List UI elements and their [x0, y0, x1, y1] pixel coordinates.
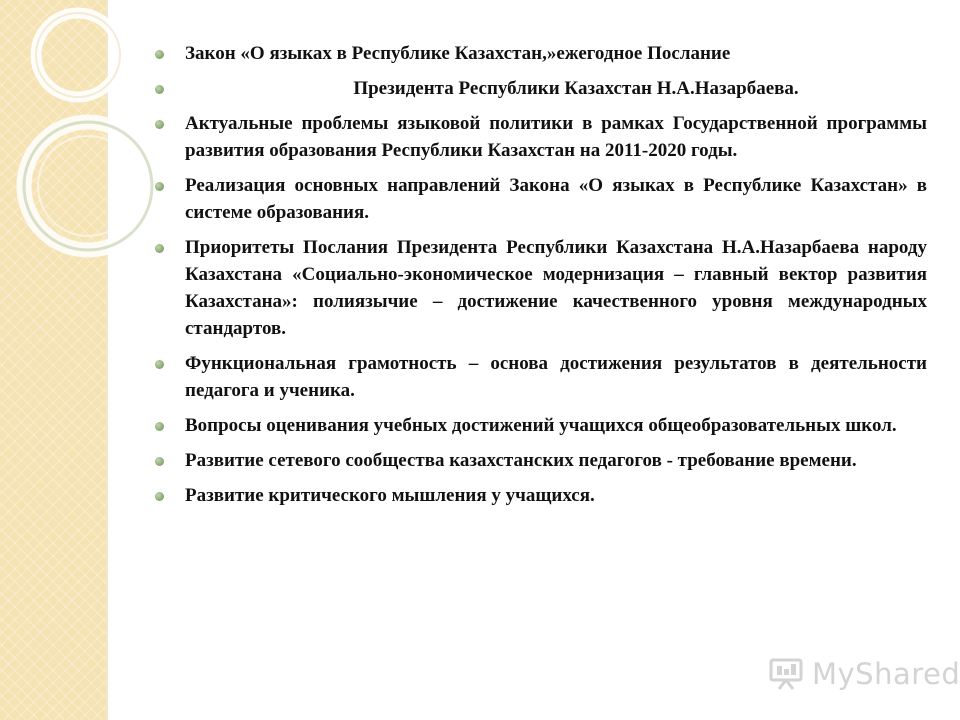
bullet-dot-icon: [155, 182, 164, 191]
bullet-dot-icon: [155, 492, 164, 501]
bullet-text: Закон «О языках в Республике Казахстан,»ежегодное Послание: [185, 43, 731, 64]
presentation-board-icon: [768, 657, 804, 691]
bullet-text: Президента Республики Казахстан Н.А.Назарбаева.: [353, 78, 799, 99]
bullet-dot-icon: [155, 244, 164, 253]
bullet-item: [152, 234, 927, 342]
watermark-text: MyShared: [812, 657, 960, 691]
bullet-text: Развитие сетевого сообщества казахстанских педагогов - требование времени.: [185, 450, 857, 471]
bullet-item: [152, 172, 927, 226]
slide-content: [152, 40, 927, 517]
bullet-text: Актуальные проблемы языковой политики в рамках Государственной программы развития образования Республики Казахстан на 2011-2020 годы.: [185, 113, 927, 161]
bullet-dot-icon: [155, 85, 164, 94]
bullet-dot-icon: [155, 360, 164, 369]
bullet-item: [152, 75, 927, 102]
bullet-item: [152, 482, 927, 509]
bullet-text: Приоритеты Послания Президента Республики Казахстана Н.А.Назарбаева народу Казахстана «Социально-экономическое модернизация – главный вектор развития Казахстана»: полиязычие – достижение качественного уровня международных стандартов.: [185, 237, 927, 339]
bullet-dot-icon: [155, 422, 164, 431]
bullet-dot-icon: [155, 50, 164, 59]
bullet-dot-icon: [155, 120, 164, 129]
bullet-item: [152, 447, 927, 474]
bullet-dot-icon: [155, 457, 164, 466]
bullet-item: [152, 40, 927, 67]
watermark: [768, 656, 960, 692]
bullet-text: Функциональная грамотность – основа достижения результатов в деятельности педагога и ученика.: [185, 353, 927, 401]
bullet-list: [152, 40, 927, 509]
bullet-item: [152, 412, 927, 439]
bullet-text: Развитие критического мышления у учащихся.: [185, 485, 595, 506]
bullet-text: Реализация основных направлений Закона «О языках в Республике Казахстан» в системе образования.: [185, 175, 927, 223]
bullet-item: [152, 110, 927, 164]
decorative-rings-icon: [0, 0, 175, 290]
bullet-item: [152, 350, 927, 404]
bullet-text: Вопросы оценивания учебных достижений учащихся общеобразовательных школ.: [185, 415, 897, 436]
